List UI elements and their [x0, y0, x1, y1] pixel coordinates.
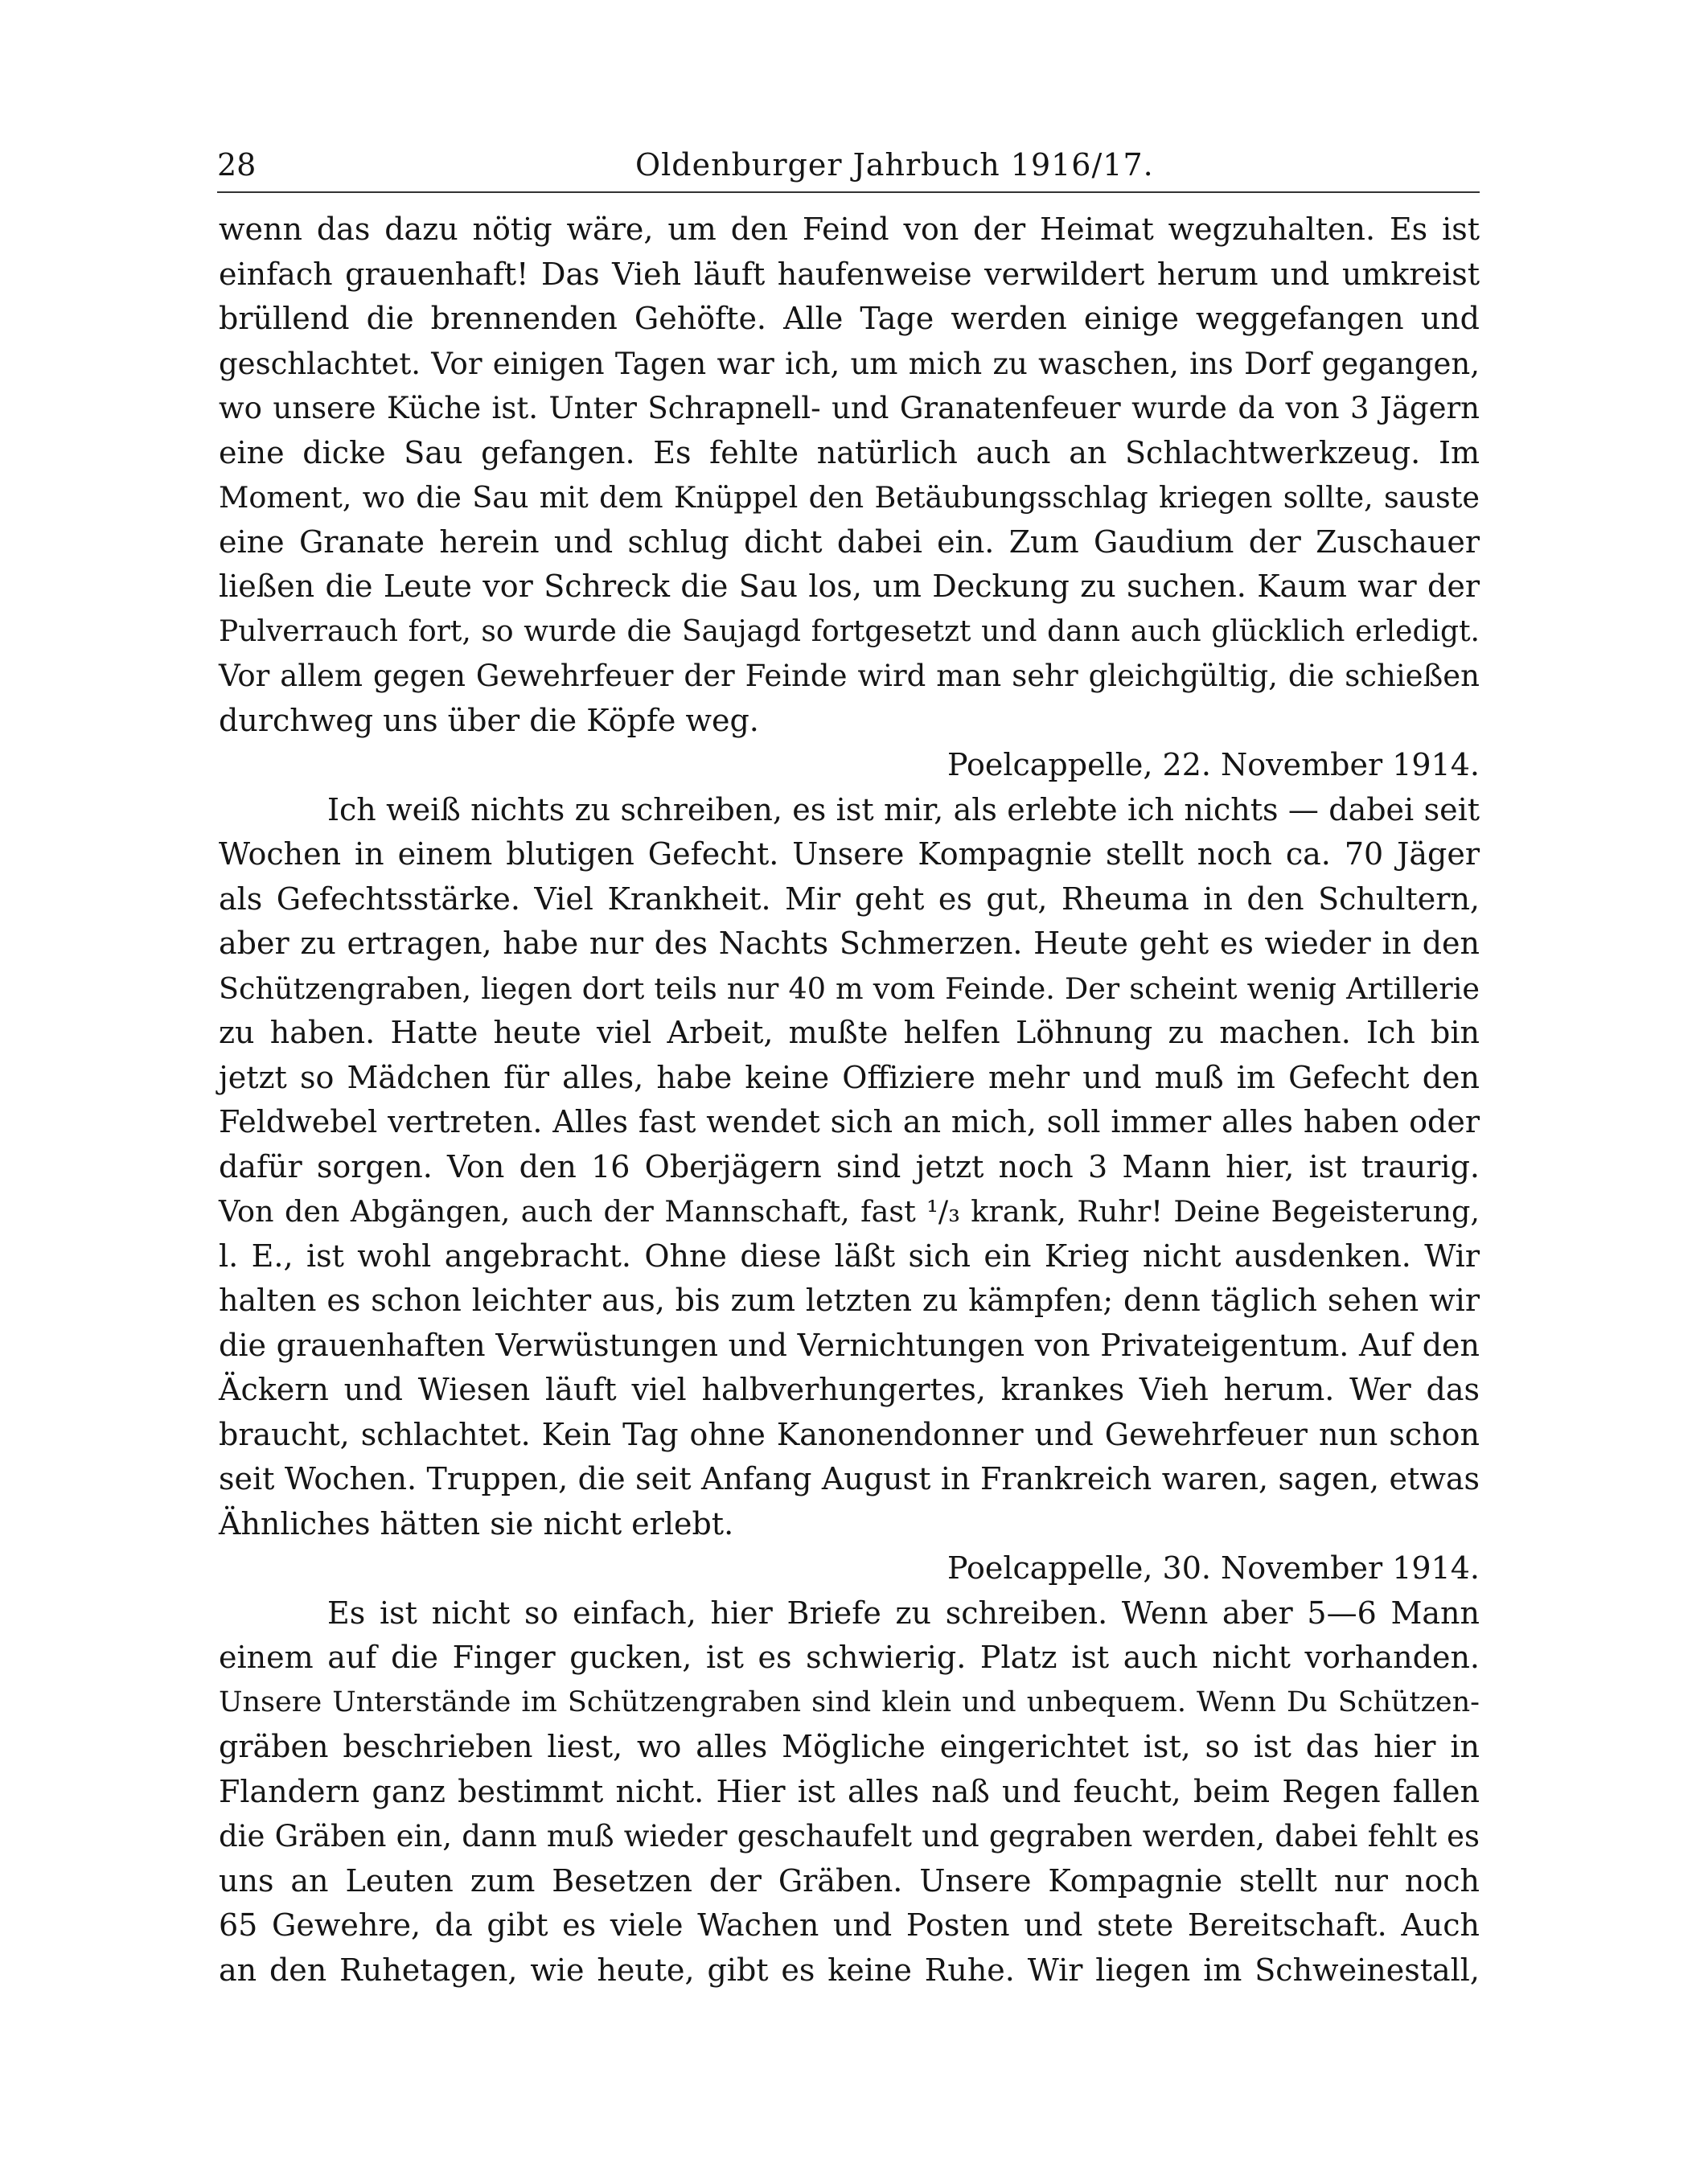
text-line: Wochen in einem blutigen Gefecht. Unsere Kompagnie stellt noch ca. 70 Jäger [219, 836, 1480, 872]
text-line: Von den Abgängen, auch der Mannschaft, fast ¹/₃ krank, Ruhr! Deine Begeisterung, [219, 1194, 1480, 1229]
text-line: gräben beschrieben liest, wo alles Mögliche eingerichtet ist, so ist das hier in [219, 1729, 1480, 1764]
running-title: Oldenburger Jahrbuch 1916/17. [635, 147, 1154, 183]
text-line: die grauenhaften Verwüstungen und Vernichtungen von Privateigentum. Auf den [219, 1327, 1480, 1363]
text-line: Schützengraben, liegen dort teils nur 40 m vom Feinde. Der scheint wenig Artillerie [219, 971, 1480, 1006]
text-line: einem auf die Finger gucken, ist es schwierig. Platz ist auch nicht vorhanden. [219, 1640, 1480, 1675]
text-line: durchweg uns über die Köpfe weg. [219, 702, 759, 738]
dateline: Poelcappelle, 30. November 1914. [946, 1550, 1480, 1586]
text-line: uns an Leuten zum Besetzen der Gräben. Unsere Kompagnie stellt nur noch [219, 1862, 1480, 1899]
text-line: Ähnliches hätten sie nicht erlebt. [219, 1505, 734, 1542]
text-line: aber zu ertragen, habe nur des Nachts Schmerzen. Heute geht es wieder in den [219, 926, 1480, 961]
text-line: eine dicke Sau gefangen. Es fehlte natürlich auch an Schlachtwerkzeug. Im [219, 434, 1480, 470]
text-line: Feldwebel vertreten. Alles fast wendet sich an mich, soll immer alles haben oder [219, 1104, 1480, 1139]
text-line: wenn das dazu nötig wäre, um den Feind von der Heimat wegzuhalten. Es ist [219, 211, 1480, 247]
text-line: jetzt so Mädchen für alles, habe keine Offiziere mehr und muß im Gefecht den [219, 1059, 1480, 1095]
text-line: an den Ruhetagen, wie heute, gibt es keine Ruhe. Wir liegen im Schweinestall, [219, 1952, 1480, 1988]
text-line: l. E., ist wohl angebracht. Ohne diese läßt sich ein Krieg nicht ausdenken. Wir [219, 1238, 1480, 1274]
text-line: Es ist nicht so einfach, hier Briefe zu schreiben. Wenn aber 5—6 Mann [327, 1595, 1480, 1631]
text-line: ließen die Leute vor Schreck die Sau los, um Deckung zu suchen. Kaum war der [219, 569, 1480, 604]
text-line: brüllend die brennenden Gehöfte. Alle Tage werden einige weggefangen und [219, 301, 1480, 336]
text-line: seit Wochen. Truppen, die seit Anfang August in Frankreich waren, sagen, etwas [219, 1461, 1480, 1496]
text-line: Moment, wo die Sau mit dem Knüppel den Betäubungsschlag kriegen sollte, sauste [219, 480, 1480, 515]
text-line: Äckern und Wiesen läuft viel halbverhungertes, krankes Vieh herum. Wer das [219, 1372, 1480, 1407]
text-line: dafür sorgen. Von den 16 Oberjägern sind jetzt noch 3 Mann hier, ist traurig. [219, 1148, 1480, 1184]
dateline: Poelcappelle, 22. November 1914. [946, 747, 1480, 782]
page-header [217, 145, 1480, 185]
text-line: Vor allem gegen Gewehrfeuer der Feinde wird man sehr gleichgültig, die schießen [219, 659, 1480, 693]
text-line: eine Granate herein und schlug dicht dabei ein. Zum Gaudium der Zuschauer [219, 523, 1480, 560]
body-text [219, 207, 1480, 1993]
text-line: braucht, schlachtet. Kein Tag ohne Kanonendonner und Gewehrfeuer nun schon [219, 1416, 1480, 1452]
text-line: die Gräben ein, dann muß wieder geschaufelt und gegraben werden, dabei fehlt es [219, 1819, 1480, 1854]
header-divider [217, 191, 1480, 193]
text-line: Flandern ganz bestimmt nicht. Hier ist alles naß und feucht, beim Regen fallen [219, 1773, 1480, 1809]
text-line: wo unsere Küche ist. Unter Schrapnell- und Granatenfeuer wurde da von 3 Jägern [219, 391, 1480, 425]
text-line: Pulverrauch fort, so wurde die Saujagd fortgesetzt und dann auch glücklich erledigt. [219, 614, 1480, 648]
text-line: zu haben. Hatte heute viel Arbeit, mußte helfen Löhnung zu machen. Ich bin [219, 1015, 1480, 1050]
text-line: 65 Gewehre, da gibt es viele Wachen und Posten und stete Bereitschaft. Auch [219, 1907, 1480, 1943]
text-line: geschlachtet. Vor einigen Tagen war ich, um mich zu waschen, ins Dorf gegangen, [219, 346, 1480, 381]
page-number: 28 [217, 147, 257, 183]
text-line: Unsere Unterstände im Schützengraben sind klein und unbequem. Wenn Du Schützen- [219, 1685, 1480, 1718]
text-line: einfach grauenhaft! Das Vieh läuft haufenweise verwildert herum und umkreist [219, 256, 1480, 292]
text-line: als Gefechtsstärke. Viel Krankheit. Mir geht es gut, Rheuma in den Schultern, [219, 881, 1480, 917]
text-line: halten es schon leichter aus, bis zum letzten zu kämpfen; denn täglich sehen wir [219, 1283, 1480, 1318]
text-line: Ich weiß nichts zu schreiben, es ist mir, als erlebte ich nichts — dabei seit [327, 791, 1480, 827]
